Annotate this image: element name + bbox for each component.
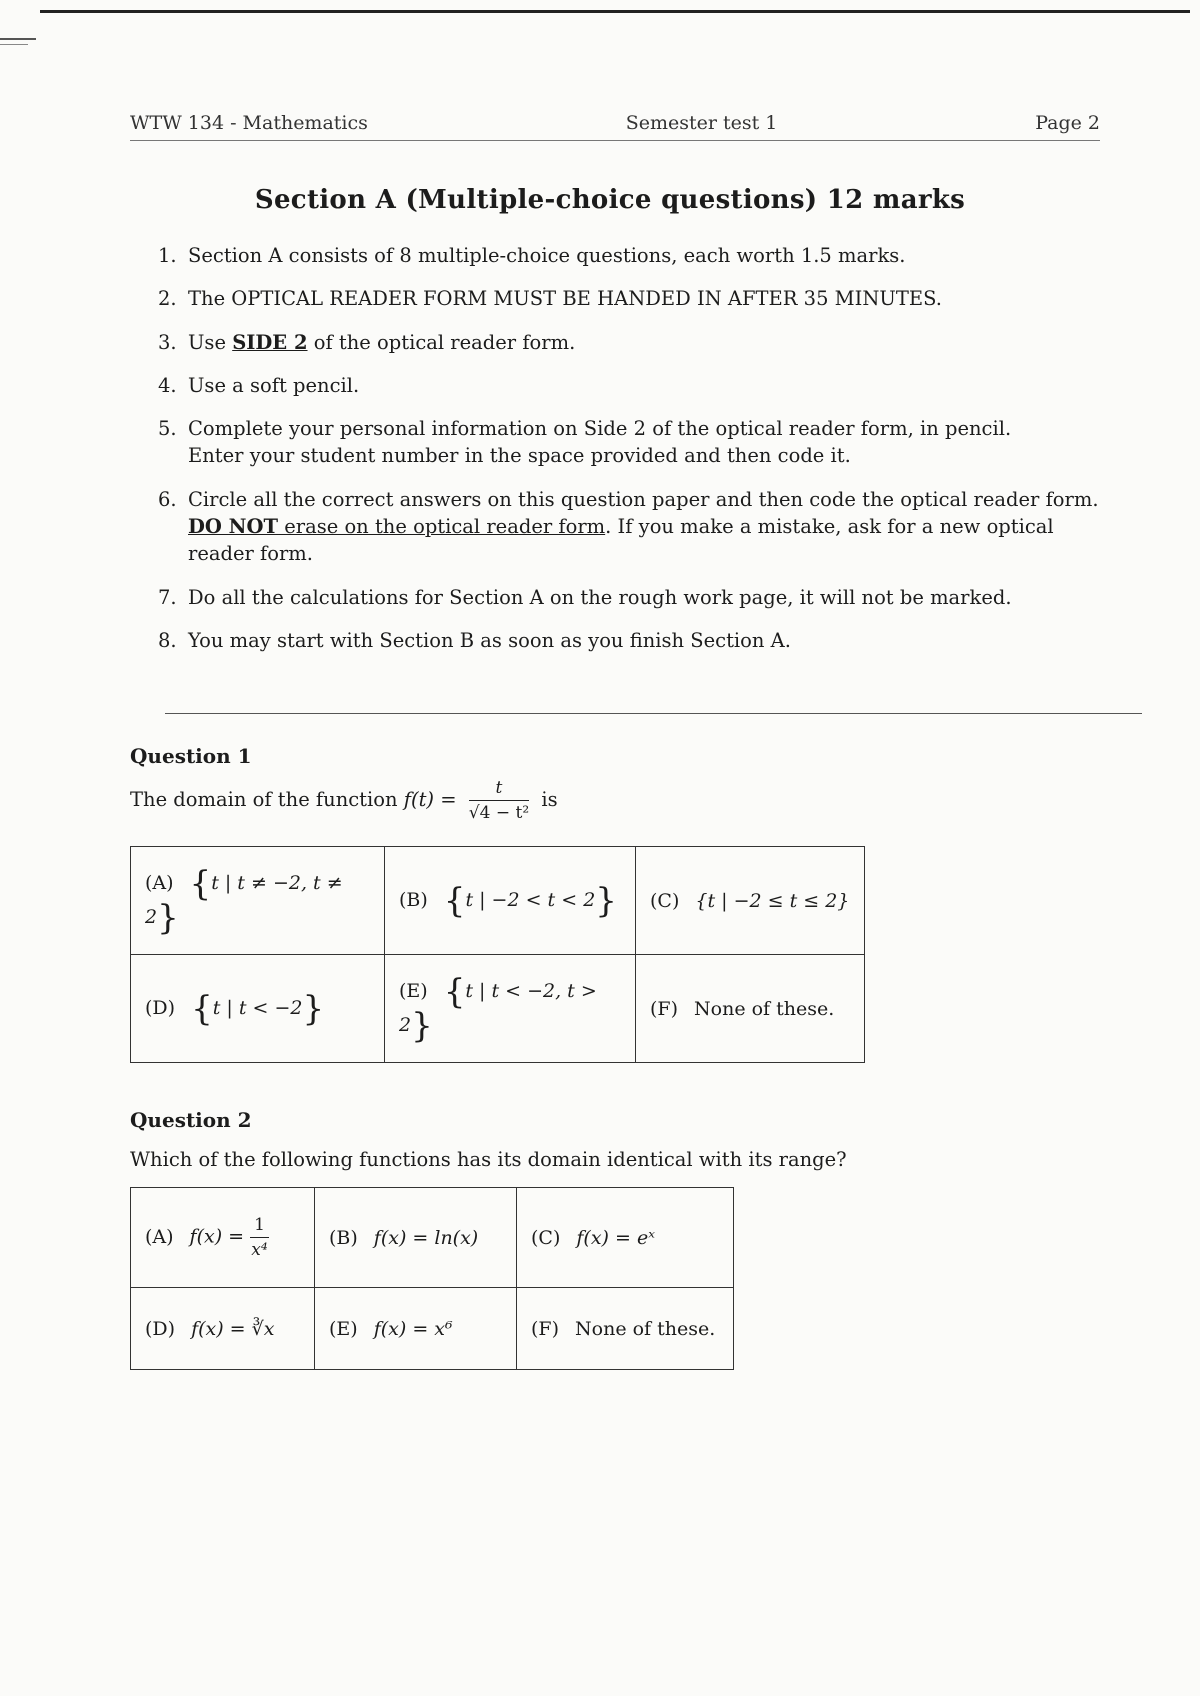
option-label: (A)	[145, 1225, 174, 1248]
option-label: (D)	[145, 996, 176, 1019]
instruction-text: Do all the calculations for Section A on the rough work page, it will not be marked.	[188, 585, 1012, 609]
option-value: t | t ≠ −2, t ≠ 2	[145, 871, 343, 928]
prompt-text: is	[541, 788, 558, 811]
fraction	[469, 778, 529, 823]
fraction-denominator: √4 − t²	[468, 803, 530, 823]
instruction-text: Use a soft pencil.	[188, 373, 360, 397]
instruction-text: The OPTICAL READER FORM MUST BE HANDED IN AFTER 35 MINUTES.	[188, 287, 942, 311]
instruction-text: Enter your student number in the space provided and then code it.	[188, 444, 851, 468]
scan-margin-mark	[0, 44, 28, 45]
question-1-prompt	[130, 778, 558, 823]
option-a[interactable]: (A) {t | t ≠ −2, t ≠ 2}	[131, 847, 385, 955]
erase-warning: erase on the optical reader form	[278, 515, 606, 539]
fraction-denominator: x⁴	[251, 1240, 268, 1260]
option-f[interactable]	[636, 955, 865, 1063]
fraction-numerator: 1	[250, 1215, 269, 1238]
option-c[interactable]	[517, 1188, 734, 1288]
question-1-options	[130, 846, 865, 1063]
option-label: (B)	[329, 1226, 358, 1249]
instruction-number: 8.	[158, 628, 177, 652]
option-label: (F)	[531, 1317, 560, 1340]
instruction-number: 3.	[158, 330, 177, 354]
instruction-text: Section A consists of 8 multiple-choice questions, each worth 1.5 marks.	[188, 244, 906, 267]
prompt-text: The domain of the function	[130, 788, 398, 811]
option-c[interactable]	[636, 847, 865, 955]
instructions-list	[158, 242, 1108, 670]
fraction-numerator: t	[469, 778, 529, 801]
header-course: WTW 134 - Mathematics	[130, 112, 368, 134]
do-not-emphasis: DO NOT	[188, 515, 279, 539]
option-label: (C)	[531, 1226, 561, 1249]
option-e[interactable]: (E) {t | t < −2, t > 2}	[385, 955, 636, 1063]
instruction-number: 1.	[158, 244, 177, 267]
option-label: (A)	[145, 871, 174, 894]
instruction-number: 6.	[158, 487, 177, 511]
instruction-item	[158, 486, 1108, 568]
option-b[interactable]: (B) {t | −2 < t < 2}	[385, 847, 636, 955]
instruction-text: Complete your personal information on Side 2 of the optical reader form, in pencil.	[188, 417, 1012, 441]
header-page-number: Page 2	[1035, 112, 1100, 134]
option-label: (E)	[399, 979, 428, 1002]
option-a[interactable]	[131, 1188, 315, 1288]
instruction-item	[158, 415, 1108, 470]
option-value: f(x) = x⁶	[373, 1317, 453, 1340]
instruction-item	[158, 242, 1108, 269]
function-expression: f(t) =	[403, 788, 457, 811]
option-label: (E)	[329, 1317, 358, 1340]
question-2-options	[130, 1187, 734, 1370]
instruction-number: 5.	[158, 417, 177, 441]
option-value: t | t < −2, t > 2	[399, 979, 597, 1036]
option-label: (C)	[650, 889, 680, 912]
option-value: f(x) = ln(x)	[373, 1226, 479, 1249]
option-e[interactable]	[315, 1288, 517, 1370]
option-b[interactable]	[315, 1188, 517, 1288]
instruction-item	[158, 584, 1108, 611]
option-f[interactable]	[517, 1288, 734, 1370]
instruction-number: 4.	[158, 373, 177, 397]
option-value: f(x) =	[189, 1225, 245, 1248]
instruction-item	[158, 329, 1108, 356]
instruction-text: Use	[188, 330, 233, 354]
instruction-item	[158, 627, 1108, 654]
instruction-item	[158, 285, 1108, 312]
option-d[interactable]: (D) {t | t < −2}	[131, 955, 385, 1063]
option-label: (D)	[145, 1317, 176, 1340]
question-2-title: Question 2	[130, 1108, 252, 1132]
question-1-title: Question 1	[130, 744, 252, 768]
section-title: Section A (Multiple-choice questions) 12 marks	[254, 185, 966, 215]
option-label: (B)	[399, 888, 428, 911]
option-value: t | −2 < t < 2	[465, 888, 596, 911]
option-label: (F)	[650, 997, 679, 1020]
option-d[interactable]	[131, 1288, 315, 1370]
option-value: None of these.	[694, 997, 835, 1020]
fraction	[250, 1215, 269, 1260]
scan-margin-mark	[0, 38, 36, 40]
scan-edge-line	[40, 10, 1190, 13]
section-divider	[165, 713, 1142, 714]
question-2-prompt: Which of the following functions has its domain identical with its range?	[130, 1148, 847, 1171]
instruction-text: of the optical reader form.	[307, 330, 576, 354]
instruction-number: 2.	[158, 287, 177, 311]
option-value: f(x) = ∛x	[191, 1317, 275, 1340]
option-value: None of these.	[575, 1317, 716, 1340]
page-header	[130, 112, 1100, 141]
option-value: t | t < −2	[212, 996, 303, 1019]
instruction-text: Circle all the correct answers on this question paper and then code the optical reader form.	[188, 487, 1099, 511]
instruction-number: 7.	[158, 585, 177, 609]
header-test: Semester test 1	[625, 112, 778, 134]
option-value: {t | −2 ≤ t ≤ 2}	[695, 889, 850, 912]
instruction-text: You may start with Section B as soon as you finish Section A.	[188, 628, 791, 652]
instruction-text: . If you make a mistake, ask for a new optical reader form.	[188, 515, 1054, 566]
option-value: f(x) = eˣ	[576, 1226, 655, 1249]
side-2-emphasis: SIDE 2	[232, 330, 308, 354]
instruction-item	[158, 372, 1108, 399]
